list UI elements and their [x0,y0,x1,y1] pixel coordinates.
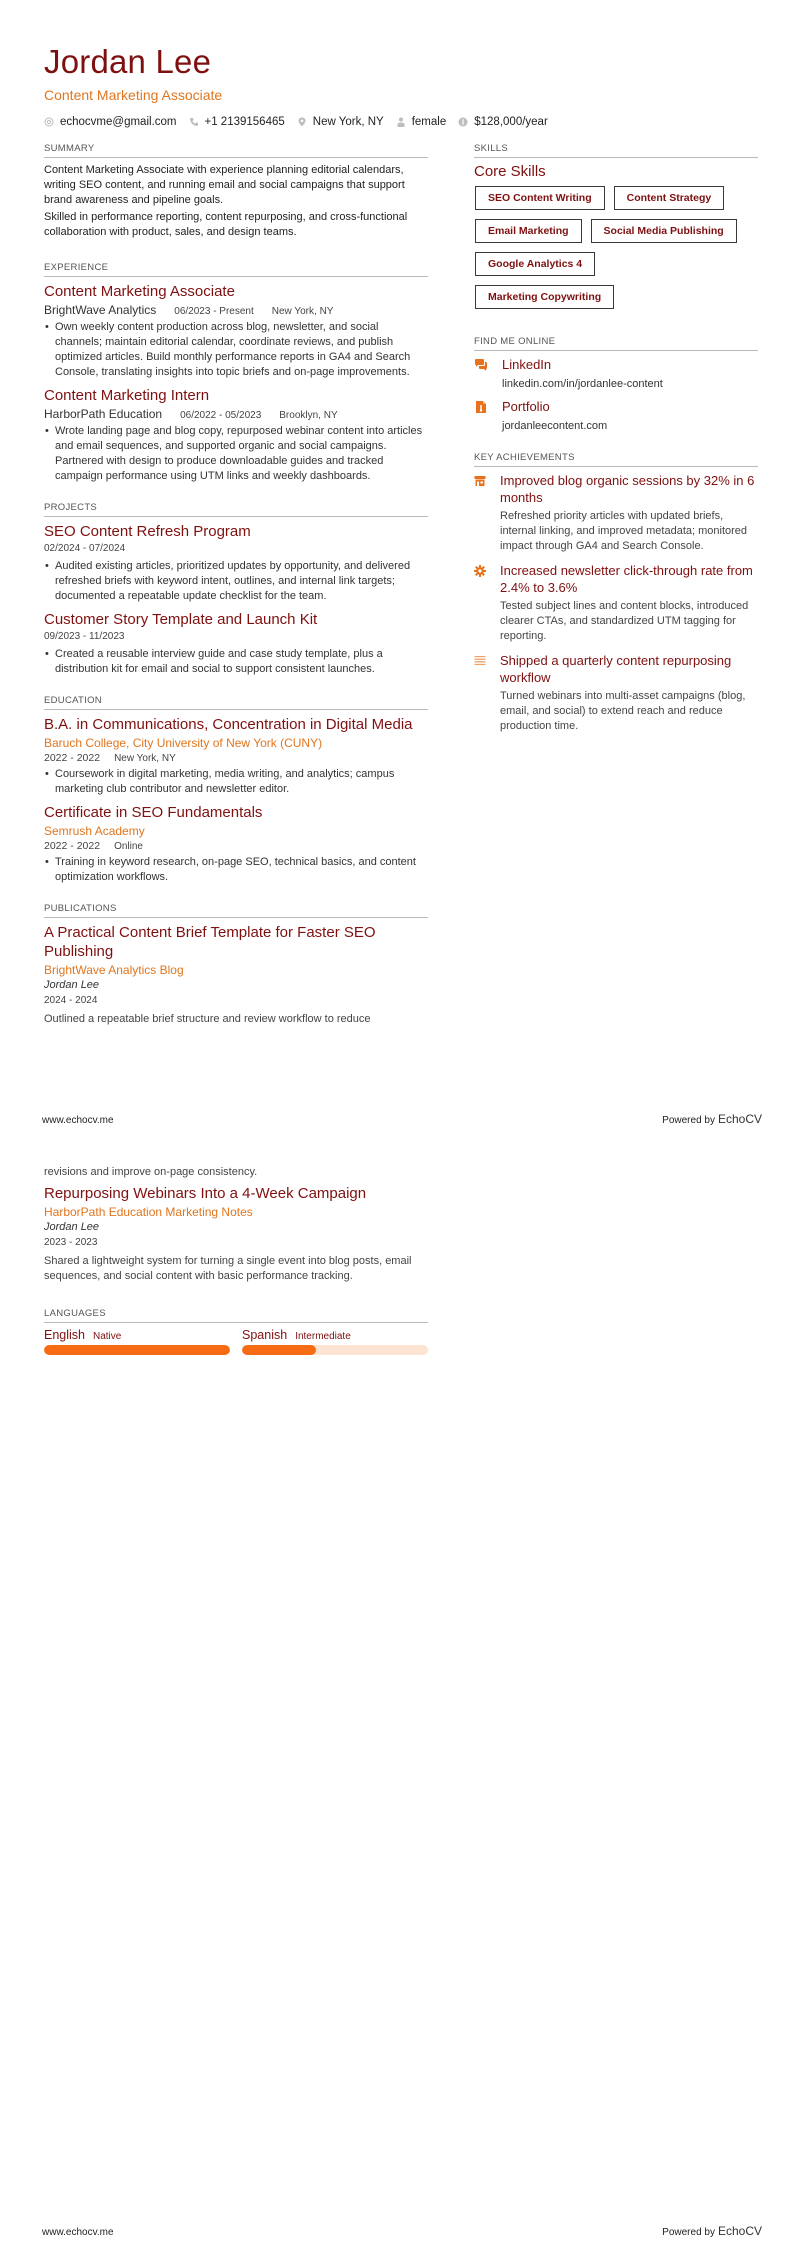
online-label: Portfolio [502,399,550,414]
summary-section [44,143,428,240]
job-meta [44,303,428,317]
publication-item [44,1184,428,1284]
skill-chip: SEO Content Writing [475,186,605,210]
publication-description-continued: revisions and improve on-page consistency. [44,1166,258,1178]
footer-site-link[interactable]: www.echocv.me [42,1115,114,1126]
languages-section [44,1308,428,1355]
section-heading-achievements: KEY ACHIEVEMENTS [474,452,758,467]
education-bullets [44,767,428,797]
achievement-title: Increased newsletter click-through rate from 2.4% to 3.6% [500,563,753,595]
language-proficiency-bar [242,1345,428,1355]
publication-author: Jordan Lee [44,1221,100,1233]
education-location: New York, NY [114,753,176,764]
language-name: English [44,1328,85,1342]
publication-description: Shared a lightweight system for turning a single event into blog posts, email sequences, and social content with basic performance tracking. [44,1255,412,1282]
project-dates: 09/2023 - 11/2023 [44,631,125,642]
school-name: Semrush Academy [44,824,145,838]
powered-by-text: Powered by [662,2227,715,2238]
job-dates: 06/2022 - 05/2023 [180,410,262,421]
language-level: Native [93,1331,122,1342]
publication-author: Jordan Lee [44,979,100,991]
education-dates: 2022 - 2022 [44,752,101,764]
language-name: Spanish [242,1328,288,1342]
resume-header [44,42,560,128]
left-column-continued [44,1165,428,1373]
summary-paragraph-2: Skilled in performance reporting, content repurposing, and cross-functional collaboration with product, sales, and design teams. [44,211,408,238]
section-heading-online: FIND ME ONLINE [474,336,758,351]
publication-description: Outlined a repeatable brief structure and review workflow to reduce [44,1013,371,1025]
right-column [474,143,758,752]
email-text: echocvme@gmail.com [60,116,177,128]
section-heading-publications: PUBLICATIONS [44,903,428,918]
left-column [44,143,428,1045]
job-title: Content Marketing Associate [44,283,235,300]
language-list [44,1328,428,1355]
publication-title: A Practical Content Brief Template for Faster SEO Publishing [44,924,376,960]
publication-title: Repurposing Webinars Into a 4-Week Campaign [44,1185,367,1202]
page-footer [42,2224,762,2238]
school-name: Baruch College, City University of New York (CUNY) [44,736,323,750]
section-heading-skills: SKILLS [474,143,758,158]
bullet-item: • Wrote landing page and blog copy, repurposed webinar content into articles and email sequences, and supported organic and social campaigns. Partnered with design to produce downloadable guides and tracked campaign performance using UTM links and weekly dashboards. [44,424,428,484]
achievement-description: Tested subject lines and content blocks, introduced clearer CTAs, and standardized UTM tagging for reporting. [500,600,749,642]
bullet-item: • Training in keyword research, on-page SEO, technical basics, and content optimization workflows. [44,855,428,885]
bullet-item: • Created a reusable interview guide and case study template, plus a distribution kit for email and social to support consistent launches. [44,647,428,677]
gear-icon [474,565,486,577]
language-proficiency-bar [44,1345,230,1355]
education-item [44,715,428,797]
section-heading-education: EDUCATION [44,695,428,710]
chat-bubbles-icon [474,358,488,372]
candidate-name: Jordan Lee [44,43,212,80]
project-bullets [44,647,428,677]
lines-icon [474,655,486,667]
online-url[interactable]: jordanleecontent.com [502,420,608,432]
online-section [474,336,758,434]
phone-text: +1 2139156465 [204,116,285,128]
education-location: Online [114,841,143,852]
achievement-title: Shipped a quarterly content repurposing workflow [500,653,732,685]
publication-publisher: HarborPath Education Marketing Notes [44,1205,253,1219]
online-item-linkedin[interactable] [474,356,758,392]
section-heading-experience: EXPERIENCE [44,262,428,277]
achievement-item [474,472,758,554]
powered-by-text: Powered by [662,1115,715,1126]
store-icon [474,475,486,487]
location-pin-icon [297,117,307,127]
skill-chip: Marketing Copywriting [475,285,614,309]
brand-name[interactable]: EchoCV [717,2224,762,2238]
bullet-item: • Own weekly content production across blog, newsletter, and social channels; maintain editorial calendar, coordinate reviews, and publish optimized articles. Build monthly performance reports in GA4 and Search Console, translating insights into topic briefs and on-page improvements. [44,320,428,380]
language-proficiency-fill [242,1345,316,1355]
achievement-item [474,652,758,734]
project-item [44,522,428,604]
resume-page-2 [0,1123,794,2246]
skill-group-title: Core Skills [474,163,546,180]
degree-title: Certificate in SEO Fundamentals [44,804,263,821]
job-bullets [44,424,428,484]
skills-section [474,143,758,318]
online-url[interactable]: linkedin.com/in/jordanlee-content [502,378,663,390]
job-meta [44,407,428,421]
footer-powered-by [662,2224,762,2238]
brand-name[interactable]: EchoCV [717,1112,762,1126]
company-name: BrightWave Analytics [44,303,157,317]
document-icon [474,400,488,414]
skill-chip: Social Media Publishing [591,219,737,243]
at-icon [44,117,54,127]
job-location: Brooklyn, NY [279,410,338,421]
section-heading-projects: PROJECTS [44,502,428,517]
projects-section [44,502,428,677]
job-bullets [44,320,428,380]
online-item-portfolio[interactable] [474,398,758,434]
contact-row [44,116,560,128]
achievement-description: Refreshed priority articles with updated briefs, internal linking, and improved metadata; monitored impact through GA4 and Search Console. [500,510,748,552]
education-bullets [44,855,428,885]
contact-phone[interactable] [189,116,285,128]
project-item [44,610,428,677]
skill-chip: Google Analytics 4 [475,252,595,276]
education-meta [44,752,428,764]
bullet-item: • Audited existing articles, prioritized updates by opportunity, and delivered refreshed briefs with keyword intent, outlines, and internal link targets; documented a repeatable update checklist for the team. [44,559,428,604]
location-text: New York, NY [312,116,384,128]
job-dates: 06/2023 - Present [174,306,254,317]
gender-text: female [411,116,447,128]
bullet-item: • Coursework in digital marketing, media writing, and analytics; campus marketing club contributor and newsletter editor. [44,767,428,797]
project-title: SEO Content Refresh Program [44,523,251,540]
education-section [44,695,428,885]
summary-paragraph-1: Content Marketing Associate with experience planning editorial calendars, writing SEO content, and running email and social campaigns that support brand awareness and pipeline goals. [44,164,405,206]
dollar-circle-icon [458,117,468,127]
experience-section [44,262,428,484]
skill-chips [474,186,758,318]
phone-icon [189,117,199,127]
online-label: LinkedIn [502,357,552,372]
section-heading-summary: SUMMARY [44,143,428,158]
language-item [44,1328,230,1355]
publication-publisher: BrightWave Analytics Blog [44,963,184,977]
achievement-title: Improved blog organic sessions by 32% in 6 months [500,473,755,505]
language-proficiency-fill [44,1345,230,1355]
achievement-item [474,562,758,644]
language-item [242,1328,428,1355]
skill-chip: Content Strategy [614,186,725,210]
experience-item [44,386,428,484]
project-title: Customer Story Template and Launch Kit [44,611,318,628]
publication-dates: 2023 - 2023 [44,1237,98,1248]
contact-gender [396,116,447,128]
person-icon [396,117,406,127]
project-dates: 02/2024 - 07/2024 [44,543,126,554]
contact-salary [458,116,548,128]
education-meta [44,840,428,852]
candidate-title: Content Marketing Associate [44,87,223,103]
language-level: Intermediate [295,1331,351,1342]
experience-item [44,282,428,380]
section-heading-languages: LANGUAGES [44,1308,428,1323]
contact-email[interactable] [44,116,177,128]
publication-item [44,923,428,1027]
contact-location [297,116,384,128]
achievements-section [474,452,758,734]
degree-title: B.A. in Communications, Concentration in Digital Media [44,716,413,733]
job-title: Content Marketing Intern [44,387,210,404]
achievement-description: Turned webinars into multi-asset campaigns (blog, email, and social) to extend reach and reduce production time. [500,690,746,732]
education-dates: 2022 - 2022 [44,840,101,852]
skill-chip: Email Marketing [475,219,582,243]
job-location: New York, NY [271,306,334,317]
publication-dates: 2024 - 2024 [44,995,98,1006]
salary-text: $128,000/year [474,116,548,128]
education-item [44,803,428,885]
publications-section-continued [44,1165,428,1284]
project-bullets [44,559,428,604]
footer-site-link[interactable]: www.echocv.me [42,2227,114,2238]
publications-section [44,903,428,1027]
company-name: HarborPath Education [44,407,163,421]
